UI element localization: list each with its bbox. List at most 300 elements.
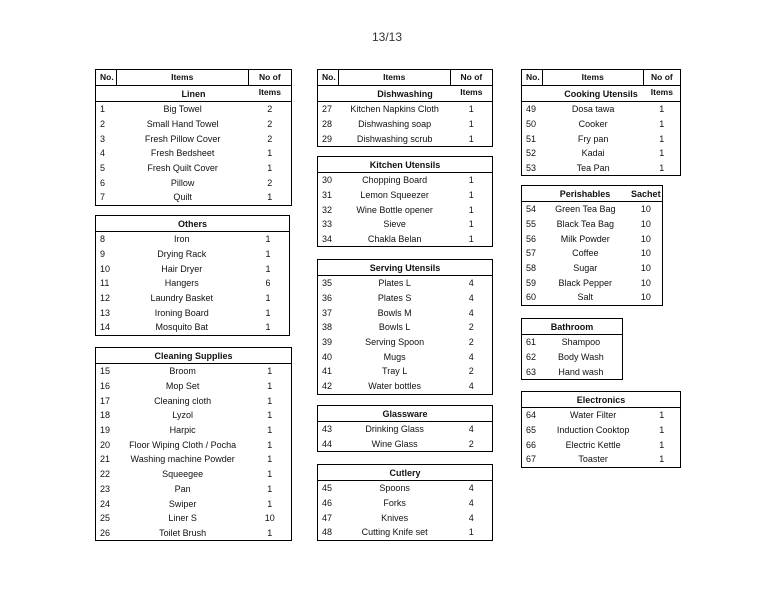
table-row <box>318 510 492 525</box>
item-name: Dishwashing scrub <box>356 133 433 144</box>
item-name: Coffee <box>572 248 599 259</box>
item-name: Small Hand Towel <box>146 119 219 130</box>
item-name: Drinking Glass <box>365 424 424 435</box>
item-number: 64 <box>526 410 537 421</box>
item-qty: 10 <box>640 219 651 230</box>
table-row <box>318 217 492 232</box>
item-number: 60 <box>526 292 537 303</box>
item-name: Liner S <box>168 513 197 524</box>
table-row <box>96 276 289 291</box>
item-qty: 1 <box>659 410 665 421</box>
item-name: Chakla Belan <box>367 234 422 245</box>
item-number: 39 <box>322 337 333 348</box>
item-qty: 2 <box>267 133 273 144</box>
table-row <box>96 393 291 408</box>
item-number: 45 <box>322 483 333 494</box>
table-row <box>96 379 291 394</box>
item-number: 8 <box>100 234 106 245</box>
item-qty: 1 <box>468 190 474 201</box>
item-qty: 1 <box>267 469 273 480</box>
item-name: Mugs <box>383 351 406 362</box>
table-row <box>522 408 680 423</box>
item-qty: 1 <box>265 234 271 245</box>
item-qty: 1 <box>659 163 665 174</box>
item-name: Chopping Board <box>362 175 428 186</box>
item-name: Knives <box>381 512 409 523</box>
item-name: Fry pan <box>577 133 609 144</box>
item-number: 25 <box>100 513 111 524</box>
table-row <box>318 379 492 394</box>
table-row <box>318 525 492 540</box>
item-number: 35 <box>322 278 333 289</box>
item-name: Squeegee <box>162 469 204 480</box>
item-name: Washing machine Powder <box>130 454 235 465</box>
table-row <box>522 423 680 438</box>
item-number: 65 <box>526 425 537 436</box>
item-name: Cooker <box>578 119 608 130</box>
item-number: 61 <box>526 337 537 348</box>
table-row <box>318 422 492 437</box>
table-row <box>318 335 492 350</box>
item-qty: 10 <box>640 233 651 244</box>
item-qty: 4 <box>468 381 474 392</box>
item-name: Serving Spoon <box>365 337 425 348</box>
table-row <box>522 350 622 365</box>
item-number: 1 <box>100 104 106 115</box>
item-name: Quilt <box>173 192 192 203</box>
item-qty: 1 <box>267 410 273 421</box>
section-title: Dishwashing <box>318 86 492 102</box>
item-qty: 1 <box>267 163 273 174</box>
item-qty: 2 <box>468 439 474 450</box>
table-row <box>96 511 291 526</box>
item-number: 46 <box>322 498 333 509</box>
table-row <box>318 276 492 291</box>
item-number: 4 <box>100 148 106 159</box>
item-name: Green Tea Bag <box>555 204 616 215</box>
item-name: Fresh Quilt Cover <box>147 163 218 174</box>
item-number: 38 <box>322 322 333 333</box>
table-row <box>318 131 492 146</box>
item-name: Cleaning cloth <box>154 395 212 406</box>
item-number: 53 <box>526 163 537 174</box>
item-qty: 1 <box>468 234 474 245</box>
item-qty: 4 <box>468 293 474 304</box>
header-items: Items <box>117 70 249 85</box>
item-number: 50 <box>526 119 537 130</box>
item-qty: 10 <box>640 263 651 274</box>
table-row <box>96 261 289 276</box>
table-row <box>96 408 291 423</box>
table-row <box>522 290 662 305</box>
table-row <box>96 291 289 306</box>
table-row <box>96 482 291 497</box>
table-row <box>318 232 492 247</box>
item-number: 59 <box>526 277 537 288</box>
item-name: Pillow <box>170 177 195 188</box>
item-qty: 10 <box>264 513 275 524</box>
item-name: Sugar <box>573 263 598 274</box>
item-qty: 6 <box>265 278 271 289</box>
item-name: Hair Dryer <box>161 263 203 274</box>
item-number: 32 <box>322 204 333 215</box>
item-name: Toaster <box>578 454 608 465</box>
section-linen <box>95 69 292 206</box>
item-number: 31 <box>322 190 333 201</box>
item-name: Tea Pan <box>576 163 610 174</box>
table-row <box>318 320 492 335</box>
header-no: No. <box>522 70 543 85</box>
item-qty: 1 <box>659 439 665 450</box>
item-number: 27 <box>322 104 333 115</box>
table-row <box>522 364 622 379</box>
item-number: 56 <box>526 233 537 244</box>
item-number: 43 <box>322 424 333 435</box>
table-row <box>522 161 680 176</box>
item-qty: 2 <box>468 366 474 377</box>
table-row <box>318 496 492 511</box>
table-row <box>318 117 492 132</box>
item-number: 42 <box>322 381 333 392</box>
item-name: Lemon Squeezer <box>360 190 429 201</box>
table-row <box>318 364 492 379</box>
table-row <box>318 202 492 217</box>
table-row <box>96 452 291 467</box>
header-qty: No of Items <box>460 72 483 97</box>
table-row <box>522 261 662 276</box>
table-row <box>318 173 492 188</box>
page-number: 13/13 <box>371 30 403 44</box>
table-row <box>522 231 662 246</box>
table-row <box>522 275 662 290</box>
item-qty: 4 <box>468 498 474 509</box>
item-number: 49 <box>526 104 537 115</box>
item-qty: 1 <box>267 395 273 406</box>
item-qty: 1 <box>265 263 271 274</box>
table-row <box>96 232 289 247</box>
table-row <box>318 188 492 203</box>
item-name: Shampoo <box>561 337 601 348</box>
section-title: Bathroom <box>522 319 622 335</box>
section-title: Kitchen Utensils <box>318 157 492 173</box>
item-number: 67 <box>526 454 537 465</box>
item-name: Water bottles <box>368 381 421 392</box>
item-number: 20 <box>100 439 111 450</box>
table-row <box>522 202 662 217</box>
item-name: Wine Bottle opener <box>356 204 433 215</box>
item-number: 21 <box>100 454 111 465</box>
header-items: Items <box>339 70 451 85</box>
table-row <box>96 175 291 190</box>
section-kitchen-utensils <box>317 156 493 247</box>
table-row <box>318 349 492 364</box>
item-number: 15 <box>100 366 111 377</box>
item-name: Spoons <box>379 483 410 494</box>
table-row <box>318 291 492 306</box>
item-name: Drying Rack <box>157 249 207 260</box>
section-others <box>95 215 290 336</box>
item-qty: 1 <box>267 148 273 159</box>
item-number: 17 <box>100 395 111 406</box>
item-qty: 4 <box>468 424 474 435</box>
table-row <box>96 496 291 511</box>
item-qty: 1 <box>265 293 271 304</box>
item-qty: 1 <box>659 104 665 115</box>
item-qty: 1 <box>267 454 273 465</box>
item-name: Wine Glass <box>371 439 418 450</box>
section-title: Cleaning Supplies <box>96 348 291 364</box>
table-row <box>96 131 291 146</box>
item-number: 62 <box>526 352 537 363</box>
section-title-text: Perishables <box>559 188 611 199</box>
item-number: 24 <box>100 498 111 509</box>
table-row <box>522 146 680 161</box>
item-name: Dosa tawa <box>571 104 615 115</box>
header-no: No. <box>96 70 117 85</box>
item-name: Big Towel <box>163 104 202 115</box>
item-name: Black Tea Bag <box>556 219 614 230</box>
item-name: Harpic <box>169 425 196 436</box>
item-number: 57 <box>526 248 537 259</box>
item-qty: 1 <box>267 439 273 450</box>
item-qty: 1 <box>267 366 273 377</box>
item-number: 41 <box>322 366 333 377</box>
item-qty: 1 <box>659 454 665 465</box>
table-row <box>96 467 291 482</box>
item-qty: 1 <box>267 425 273 436</box>
item-qty: 1 <box>468 204 474 215</box>
table-row <box>96 161 291 176</box>
item-qty: 1 <box>468 133 474 144</box>
item-number: 26 <box>100 527 111 538</box>
header-no: No. <box>318 70 339 85</box>
section-title-qty: Sachet <box>631 188 661 199</box>
item-qty: 1 <box>267 498 273 509</box>
section-serving-utensils <box>317 259 493 395</box>
item-number: 9 <box>100 249 106 260</box>
item-number: 47 <box>322 512 333 523</box>
table-row <box>318 305 492 320</box>
item-qty: 1 <box>267 192 273 203</box>
table-row <box>318 102 492 117</box>
table-row <box>522 437 680 452</box>
section-cooking-utensils <box>521 69 681 176</box>
item-name: Bowls L <box>378 322 411 333</box>
item-qty: 1 <box>468 175 474 186</box>
item-number: 29 <box>322 133 333 144</box>
item-name: Laundry Basket <box>150 293 214 304</box>
item-number: 40 <box>322 351 333 362</box>
item-name: Salt <box>577 292 594 303</box>
item-number: 58 <box>526 263 537 274</box>
item-name: Plates S <box>377 293 412 304</box>
item-number: 11 <box>100 278 110 289</box>
header-qty: No of Items <box>650 72 673 97</box>
table-row <box>522 117 680 132</box>
table-row <box>96 526 291 541</box>
item-number: 19 <box>100 425 111 436</box>
item-name: Forks <box>383 498 406 509</box>
item-name: Kitchen Napkins Cloth <box>350 104 439 115</box>
item-number: 55 <box>526 219 537 230</box>
table-row <box>96 364 291 379</box>
item-qty: 1 <box>267 483 273 494</box>
item-name: Dishwashing soap <box>358 119 432 130</box>
table-row <box>96 117 291 132</box>
item-name: Mop Set <box>165 381 200 392</box>
item-name: Water Filter <box>570 410 617 421</box>
section-title: Serving Utensils <box>318 260 492 276</box>
table-row <box>96 320 289 335</box>
section-cutlery <box>317 464 493 541</box>
section-title: Glassware <box>318 406 492 422</box>
header-qty: No of Items <box>258 72 281 97</box>
item-qty: 1 <box>267 527 273 538</box>
item-qty: 4 <box>468 483 474 494</box>
item-name: Cutting Knife set <box>361 527 428 538</box>
header-items: Items <box>543 70 644 85</box>
item-name: Tray L <box>382 366 408 377</box>
item-qty: 1 <box>659 133 665 144</box>
item-number: 2 <box>100 119 106 130</box>
item-number: 28 <box>322 119 333 130</box>
table-row <box>96 190 291 205</box>
item-qty: 2 <box>267 104 273 115</box>
table-row <box>522 246 662 261</box>
item-name: Iron <box>174 234 190 245</box>
item-qty: 1 <box>468 104 474 115</box>
item-name: Hand wash <box>558 366 604 377</box>
item-name: Fresh Pillow Cover <box>144 133 221 144</box>
item-number: 12 <box>100 293 111 304</box>
item-qty: 4 <box>468 512 474 523</box>
item-qty: 1 <box>659 148 665 159</box>
table-row <box>96 247 289 262</box>
table-row <box>318 437 492 452</box>
table-row <box>522 102 680 117</box>
item-name: Kadai <box>581 148 605 159</box>
item-qty: 2 <box>267 119 273 130</box>
item-name: Ironing Board <box>154 307 209 318</box>
section-electronics <box>521 391 681 468</box>
item-number: 7 <box>100 192 106 203</box>
item-number: 23 <box>100 483 111 494</box>
item-number: 30 <box>322 175 333 186</box>
item-number: 22 <box>100 469 111 480</box>
item-qty: 10 <box>640 248 651 259</box>
section-glassware <box>317 405 493 452</box>
section-dishwashing <box>317 69 493 147</box>
table-row <box>96 305 289 320</box>
item-number: 44 <box>322 439 333 450</box>
item-name: Fresh Bedsheet <box>150 148 215 159</box>
item-qty: 1 <box>468 119 474 130</box>
table-row <box>522 452 680 467</box>
section-title: Cooking Utensils <box>522 86 680 102</box>
section-title: Linen <box>96 86 291 102</box>
item-name: Pan <box>174 483 191 494</box>
item-qty: 1 <box>265 307 271 318</box>
item-name: Milk Powder <box>560 233 610 244</box>
item-name: Mosquito Bat <box>155 322 209 333</box>
item-number: 37 <box>322 307 333 318</box>
item-qty: 1 <box>468 527 474 538</box>
item-qty: 1 <box>265 249 271 260</box>
item-qty: 4 <box>468 351 474 362</box>
item-name: Swiper <box>168 498 197 509</box>
item-number: 14 <box>100 322 111 333</box>
section-title <box>522 186 662 202</box>
item-name: Body Wash <box>558 352 604 363</box>
item-name: Broom <box>169 366 196 377</box>
table-row <box>96 423 291 438</box>
item-number: 13 <box>100 307 111 318</box>
item-name: Black Pepper <box>558 277 613 288</box>
item-name: Plates L <box>378 278 411 289</box>
item-name: Floor Wiping Cloth / Pocha <box>129 439 237 450</box>
item-number: 52 <box>526 148 537 159</box>
item-number: 18 <box>100 410 111 421</box>
item-number: 10 <box>100 263 111 274</box>
item-qty: 1 <box>659 119 665 130</box>
table-row <box>96 102 291 117</box>
table-row <box>318 481 492 496</box>
item-number: 36 <box>322 293 333 304</box>
section-perishables <box>521 185 663 306</box>
item-number: 6 <box>100 177 106 188</box>
item-number: 16 <box>100 381 111 392</box>
item-qty: 1 <box>659 425 665 436</box>
section-bathroom <box>521 318 623 380</box>
item-qty: 10 <box>640 204 651 215</box>
item-qty: 1 <box>265 322 271 333</box>
section-title: Cutlery <box>318 465 492 481</box>
item-qty: 2 <box>468 337 474 348</box>
item-number: 48 <box>322 527 333 538</box>
table-row <box>522 131 680 146</box>
item-qty: 1 <box>468 219 474 230</box>
table-row <box>96 437 291 452</box>
item-name: Electric Kettle <box>565 439 621 450</box>
item-number: 33 <box>322 219 333 230</box>
item-number: 54 <box>526 204 537 215</box>
item-number: 34 <box>322 234 333 245</box>
item-qty: 2 <box>468 322 474 333</box>
item-qty: 10 <box>640 277 651 288</box>
item-number: 5 <box>100 163 106 174</box>
item-qty: 4 <box>468 307 474 318</box>
item-name: Lyzol <box>172 410 193 421</box>
section-cleaning-supplies <box>95 347 292 541</box>
section-title: Electronics <box>522 392 680 408</box>
item-name: Toilet Brush <box>159 527 207 538</box>
item-number: 63 <box>526 366 537 377</box>
item-number: 3 <box>100 133 106 144</box>
item-name: Sieve <box>383 219 406 230</box>
item-qty: 2 <box>267 177 273 188</box>
item-qty: 1 <box>267 381 273 392</box>
item-qty: 4 <box>468 278 474 289</box>
item-name: Bowls M <box>377 307 412 318</box>
table-row <box>522 335 622 350</box>
section-title: Others <box>96 216 289 232</box>
table-row <box>522 217 662 232</box>
table-row <box>96 146 291 161</box>
item-name: Induction Cooktop <box>556 425 630 436</box>
item-qty: 10 <box>640 292 651 303</box>
item-number: 66 <box>526 439 537 450</box>
item-name: Hangers <box>164 278 199 289</box>
